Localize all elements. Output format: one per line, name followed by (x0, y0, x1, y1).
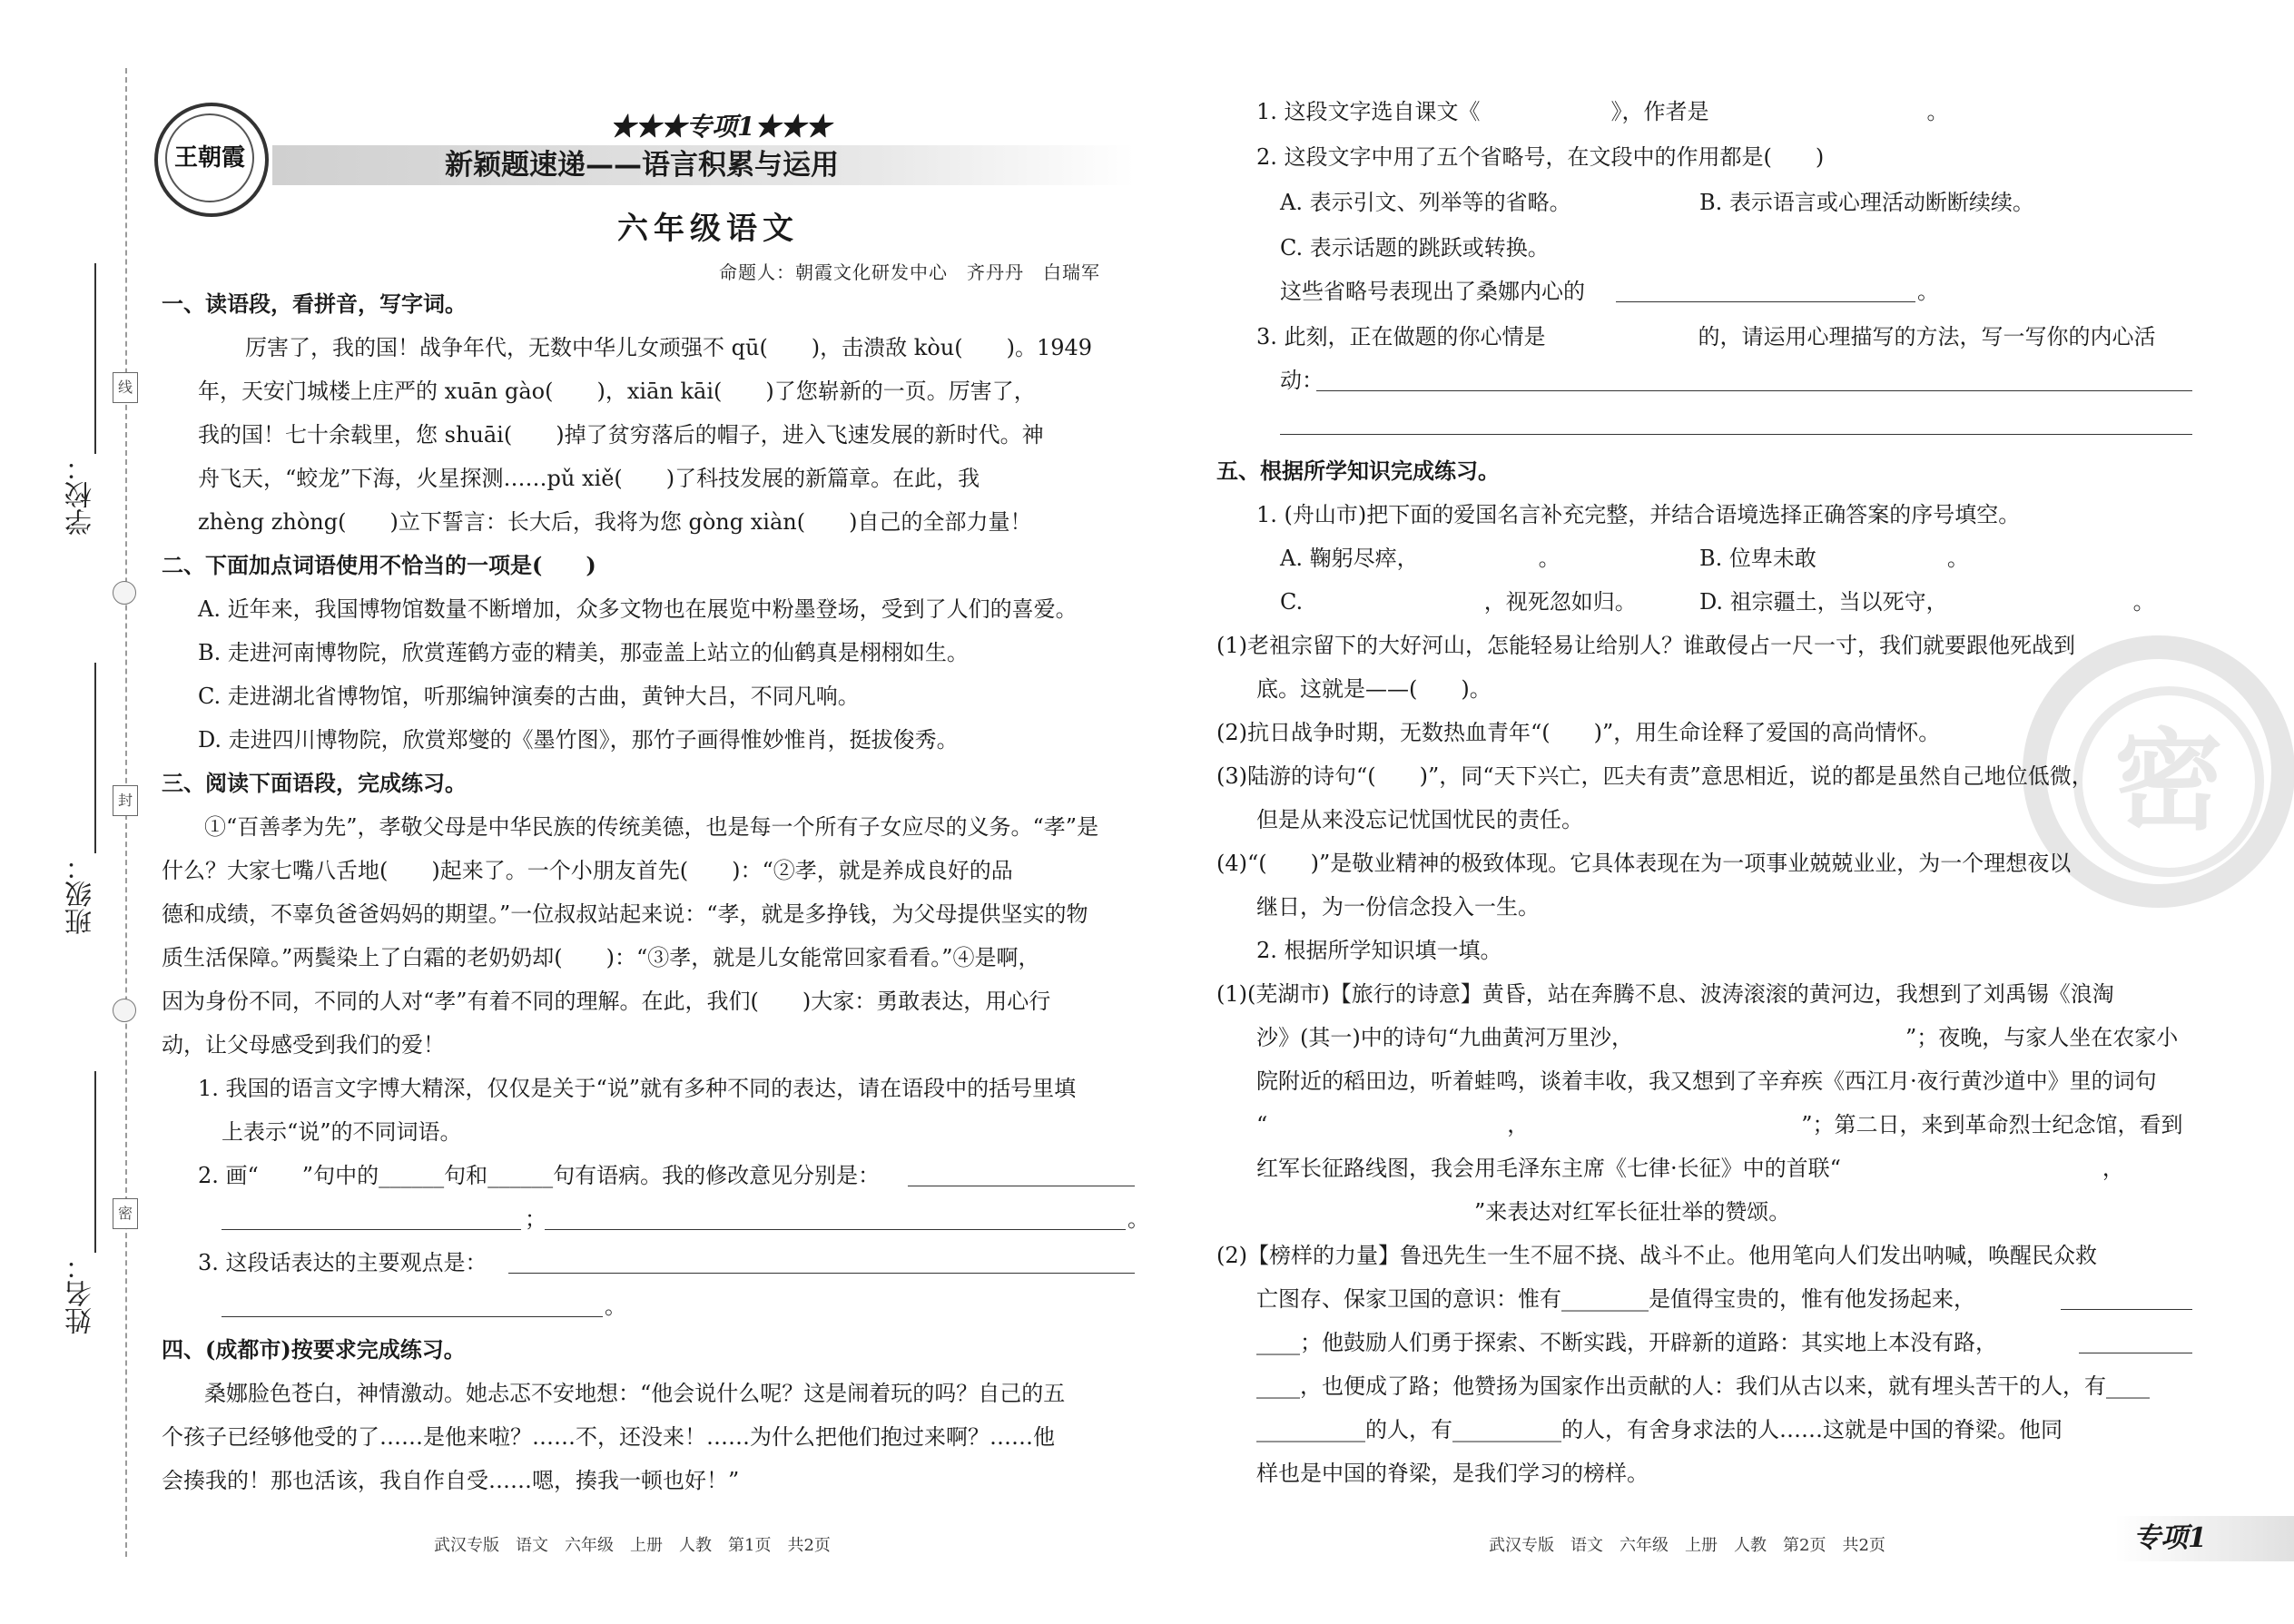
s5-option-a: A. 鞠躬尽瘁， 。 (1280, 546, 1561, 571)
s1-line: zhèng zhòng( )立下誓言：长大后，我将为您 gòng xiàn( )自己的全部力量！ (198, 509, 1032, 535)
s4-line: 会揍我的！那也活该，我自作自受……嗯，揍我一顿也好！” (162, 1468, 740, 1493)
s5-item: 继日，为一份信念投入一生。 (1256, 894, 1540, 920)
s5-option-c: C. ，视死忽如归。 (1280, 589, 1637, 615)
class-field[interactable] (94, 663, 96, 853)
s5-t: ____；他鼓励人们勇于探索、不断实践，开辟新的道路：其实地上本没有路， (1256, 1330, 1997, 1355)
s5-r: 红军长征路线图，我会用毛泽东主席《七律·长征》中的首联“ ， (1256, 1156, 2179, 1181)
grade-subject: 六年级语文 (617, 211, 799, 247)
s4-q1: 1. 这段文字选自课文《 》，作者是 。 (1256, 99, 1949, 124)
s5-p2: 2. 根据所学知识填一填。 (1256, 938, 1502, 963)
s5-t: 亡图存、保家卫国的意识：惟有________是值得宝贵的，惟有他发扬起来， (1256, 1286, 1975, 1312)
school-field[interactable] (94, 263, 96, 454)
binding-tag-secret: 密 (113, 1198, 138, 1229)
section-3-title: 三、阅读下面语段，完成练习。 (162, 770, 467, 796)
answer-line[interactable] (2061, 1309, 2192, 1310)
answer-line[interactable] (1316, 390, 2192, 391)
s3-q2-end: 。 (1127, 1206, 1149, 1232)
answer-line[interactable] (545, 1229, 1126, 1230)
s3-q1: 1. 我国的语言文字博大精深，仅仅是关于“说”就有多种不同的表达，请在语段中的括号里填 (198, 1076, 1077, 1101)
s3-line: 什么？大家七嘴八舌地( )起来了。一个小朋友首先( )：“②孝，就是养成良好的品 (162, 858, 1013, 883)
s3-q1: 上表示“说”的不同词语。 (222, 1119, 462, 1145)
s5-t: __________的人，有__________的人，有舍身求法的人……这就是中国的脊梁。他同 (1256, 1417, 2063, 1442)
s3-q2: 2. 画“ ”句中的______句和______句有语病。我的修改意见分别是： (198, 1163, 881, 1188)
s5-item: (4)“( )”是敬业精神的极致体现。它具体表现在为一项事业兢兢业业，为一个理想夜以 (1216, 851, 2072, 876)
binding-hole-icon (113, 581, 136, 605)
page-footer: 武汉专版 语文 六年级 上册 人教 第2页 共2页 (1489, 1536, 1885, 1555)
s5-t: 样也是中国的脊梁，是我们学习的榜样。 (1256, 1461, 1649, 1486)
class-label: 班级： (65, 853, 97, 935)
s3-q3: 3. 这段话表达的主要观点是： (198, 1250, 487, 1275)
answer-line[interactable] (222, 1229, 521, 1230)
s5-item: (3)陆游的诗句“( )”，同“天下兴亡，匹夫有责”意思相近，说的都是虽然自己地位低微， (1216, 763, 2093, 789)
section-5-title: 五、根据所学知识完成练习。 (1216, 458, 1500, 484)
s3-line: 德和成绩，不辜负爸爸妈妈的期望。”一位叔叔站起来说：“孝，就是多挣钱，为父母提供坚实的物 (162, 901, 1088, 927)
s5-option-d: D. 祖宗疆土，当以死守， 。 (1699, 589, 2155, 615)
name-field[interactable] (94, 1071, 96, 1253)
s5-item: (2)抗日战争时期，无数热血青年“( )”，用生命诠释了爱国的高尚情怀。 (1216, 720, 1941, 745)
s5-t: (2)【榜样的力量】鲁迅先生一生不屈不挠、战斗不止。他用笔向人们发出呐喊，唤醒民众救 (1216, 1243, 2097, 1268)
secret-stamp: 密 (2023, 635, 2294, 908)
s2-option-a: A. 近年来，我国博物馆数量不断增加，众多文物也在展览中粉墨登场，受到了人们的喜爱。 (198, 596, 1078, 622)
s5-option-b: B. 位卑未敢 。 (1699, 546, 1969, 571)
s4-q2-b: B. 表示语言或心理活动断断续续。 (1699, 190, 2034, 215)
s5-item: (1)老祖宗留下的大好河山，怎能轻易让给别人？谁敢侵占一尺一寸，我们就要跟他死战到 (1216, 633, 2075, 658)
s4-q2-d: 这些省略号表现出了桑娜内心的 (1280, 279, 1585, 304)
s3-line: 动，让父母感受到我们的爱！ (162, 1032, 445, 1058)
s1-line: 年，天安门城楼上庄严的 xuān gào( )，xiān kāi( )了您崭新的一页。厉害了， (198, 379, 1036, 404)
s5-item: 但是从来没忘记忧国忧民的责任。 (1256, 807, 1583, 832)
section-1-title: 一、读语段，看拼音，写字词。 (162, 290, 467, 317)
s5-item: 底。这就是——( )。 (1256, 676, 1492, 702)
answer-line[interactable] (222, 1316, 603, 1317)
s3-line: ①“百善孝为先”，孝敬父母是中华民族的传统美德，也是每一个所有子女应尽的义务。“孝”是 (204, 814, 1099, 840)
special-label: ★★★专项1★★★ (610, 112, 832, 142)
s5-r: “ ， ”；第二日，来到革命烈士纪念馆，看到 (1256, 1112, 2183, 1137)
s2-option-b: B. 走进河南博物院，欣赏莲鹤方壶的精美，那壶盖上站立的仙鹤真是栩栩如生。 (198, 640, 969, 665)
authors: 命题人：朝霞文化研发中心 齐丹丹 白瑞军 (719, 261, 1100, 283)
binding-hole-icon (113, 999, 136, 1022)
answer-line[interactable] (1280, 434, 2192, 435)
s2-option-c: C. 走进湖北省博物馆，听那编钟演奏的古曲，黄钟大吕，不同凡响。 (198, 684, 860, 709)
s5-r: 沙》(其一)中的诗句“九曲黄河万里沙， ”；夜晚，与家人坐在农家小 (1256, 1025, 2179, 1050)
s4-line: 个孩子已经够他受的了……是他来啦？……不，还没来！……为什么把他们抱过来啊？……他 (162, 1424, 1055, 1450)
s5-t: ____，也便成了路；他赞扬为国家作出贡献的人：我们从古以来，就有埋头苦干的人，有____ (1256, 1373, 2150, 1399)
answer-line[interactable] (508, 1273, 1135, 1274)
s3-line: 因为身份不同，不同的人对“孝”有着不同的理解。在此，我们( )大家：勇敢表达，用心行 (162, 989, 1051, 1014)
publisher-logo: 王朝霞 (154, 103, 269, 217)
s1-line: 厉害了，我的国！战争年代，无数中华儿女顽强不 qū( )，击溃敌 kòu( )。1949 (245, 335, 1093, 360)
s4-q2-a: A. 表示引文、列举等的省略。 (1280, 190, 1571, 215)
s5-r: ”来表达对红军长征壮举的赞颂。 (1256, 1199, 1791, 1225)
s5-r: 院附近的稻田边，听着蛙鸣，谈着丰收，我又想到了辛弃疾《西江月·夜行黄沙道中》里的词句 (1256, 1068, 2157, 1094)
s1-line: 我的国！七十余载里，您 shuāi( )掉了贫穷落后的帽子，进入飞速发展的新时代。神 (198, 422, 1044, 448)
section-2-title: 二、下面加点词语使用不恰当的一项是( ) (162, 552, 596, 578)
binding-tag-seal: 封 (113, 785, 138, 816)
s2-option-d: D. 走进四川博物院，欣赏郑燮的《墨竹图》，那竹子画得惟妙惟肖，挺拔俊秀。 (198, 727, 959, 753)
section-4-title: 四、(成都市)按要求完成练习。 (162, 1336, 466, 1363)
name-label: 姓名： (65, 1253, 97, 1334)
s1-line: 舟飞天，“蛟龙”下海，火星探测……pǔ xiě( )了科技发展的新篇章。在此，我 (198, 466, 980, 491)
s4-q2: 2. 这段文字中用了五个省略号，在文段中的作用都是( ) (1256, 144, 1825, 170)
s3-q2-sep: ； (525, 1206, 546, 1232)
s3-q3-end: 。 (605, 1294, 626, 1319)
s4-q2-c: C. 表示话题的跳跃或转换。 (1280, 235, 1550, 261)
corner-label: 专项1 (2133, 1522, 2207, 1554)
s4-q3: 3. 此刻，正在做题的你心情是 的，请运用心理描写的方法，写一写你的内心活 (1256, 324, 2156, 349)
s5-r: (1)(芜湖市)【旅行的诗意】黄昏，站在奔腾不息、波涛滚滚的黄河边，我想到了刘禹锡《浪淘 (1216, 981, 2114, 1007)
s4-q2-end: 。 (1917, 279, 1939, 304)
s5-p1: 1. (舟山市)把下面的爱国名言补充完整，并结合语境选择正确答案的序号填空。 (1256, 502, 2021, 527)
school-label: 学校： (65, 454, 97, 536)
binding-tag-line: 线 (113, 372, 138, 403)
answer-line[interactable] (1616, 301, 1915, 302)
s3-line: 质生活保障。”两鬓染上了白霜的老奶奶却( )：“③孝，就是儿女能常回家看看。”④是啊， (162, 945, 1040, 970)
page-footer: 武汉专版 语文 六年级 上册 人教 第1页 共2页 (434, 1536, 831, 1555)
page-title: 新颖题速递——语言积累与运用 (445, 149, 839, 182)
s4-line: 桑娜脸色苍白，神情激动。她忐忑不安地想：“他会说什么呢？这是闹着玩的吗？自己的五 (204, 1381, 1066, 1406)
s4-q3-b: 动： (1280, 368, 1324, 393)
